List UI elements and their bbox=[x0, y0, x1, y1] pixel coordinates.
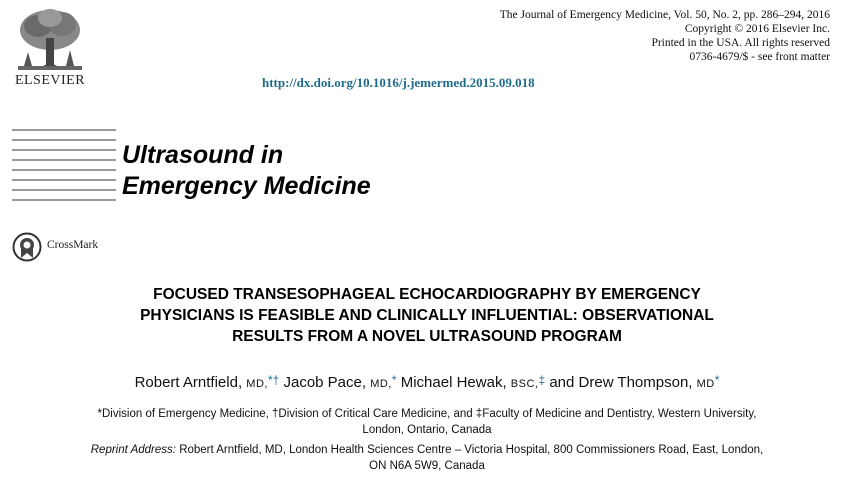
copyright: Copyright © 2016 Elsevier Inc. bbox=[684, 23, 830, 35]
affiliations-line1: *Division of Emergency Medicine, †Division of Critical Care Medicine, and ‡Faculty of Medicine and Dentistry, Western University, bbox=[97, 408, 757, 420]
article-title-line3: RESULTS FROM A NOVEL ULTRASOUND PROGRAM bbox=[232, 328, 622, 345]
reprint-line2: ON N6A 5W9, Canada bbox=[369, 460, 485, 472]
author-degree: BSC, bbox=[510, 378, 539, 390]
section-title-line2: Emergency Medicine bbox=[122, 172, 371, 200]
author-name: Michael Hewak, bbox=[400, 374, 507, 391]
author-degree: MD bbox=[696, 378, 715, 390]
author-degree: MD, bbox=[370, 378, 392, 390]
reprint-label: Reprint Address: bbox=[90, 444, 176, 456]
crossmark-label[interactable]: CrossMark bbox=[47, 239, 99, 251]
crossmark-icon[interactable] bbox=[12, 232, 42, 262]
article-title bbox=[20, 284, 834, 347]
author-affiliation-mark[interactable]: * bbox=[391, 373, 397, 387]
journal-citation-block bbox=[410, 8, 830, 64]
publisher-name: ELSEVIER bbox=[14, 73, 86, 88]
section-title-line1: Ultrasound in bbox=[122, 141, 284, 169]
author-affiliation-mark[interactable]: * bbox=[714, 373, 720, 387]
journal-citation: The Journal of Emergency Medicine, Vol. 50, No. 2, pp. 286–294, 2016 bbox=[499, 9, 830, 21]
issn: 0736-4679/$ - see front matter bbox=[689, 51, 830, 63]
affiliations-line2: London, Ontario, Canada bbox=[362, 424, 492, 436]
author-name: Jacob Pace, bbox=[283, 374, 367, 391]
author-name: Robert Arntfield, bbox=[134, 374, 243, 391]
author-list bbox=[20, 373, 834, 391]
article-title-line2: PHYSICIANS IS FEASIBLE AND CLINICALLY INFLUENTIAL: OBSERVATIONAL bbox=[140, 307, 714, 324]
affiliations bbox=[30, 406, 824, 438]
author-name: and Drew Thompson, bbox=[549, 374, 693, 391]
author-degree: MD, bbox=[246, 378, 268, 390]
section-title bbox=[122, 140, 371, 202]
rights-notice: Printed in the USA. All rights reserved bbox=[651, 37, 830, 49]
doi-link[interactable]: http://dx.doi.org/10.1016/j.jemermed.2015.09.018 bbox=[262, 75, 535, 90]
author-affiliation-mark[interactable]: ‡ bbox=[538, 373, 546, 387]
author-affiliation-mark[interactable]: *† bbox=[267, 373, 280, 387]
section-banner-lines bbox=[12, 128, 116, 208]
article-title-line1: FOCUSED TRANSESOPHAGEAL ECHOCARDIOGRAPHY BY EMERGENCY bbox=[153, 286, 701, 303]
reprint-address bbox=[30, 442, 824, 474]
reprint-line1: Robert Arntfield, MD, London Health Sciences Centre – Victoria Hospital, 800 Commissioners Road, East, London, bbox=[179, 444, 764, 456]
